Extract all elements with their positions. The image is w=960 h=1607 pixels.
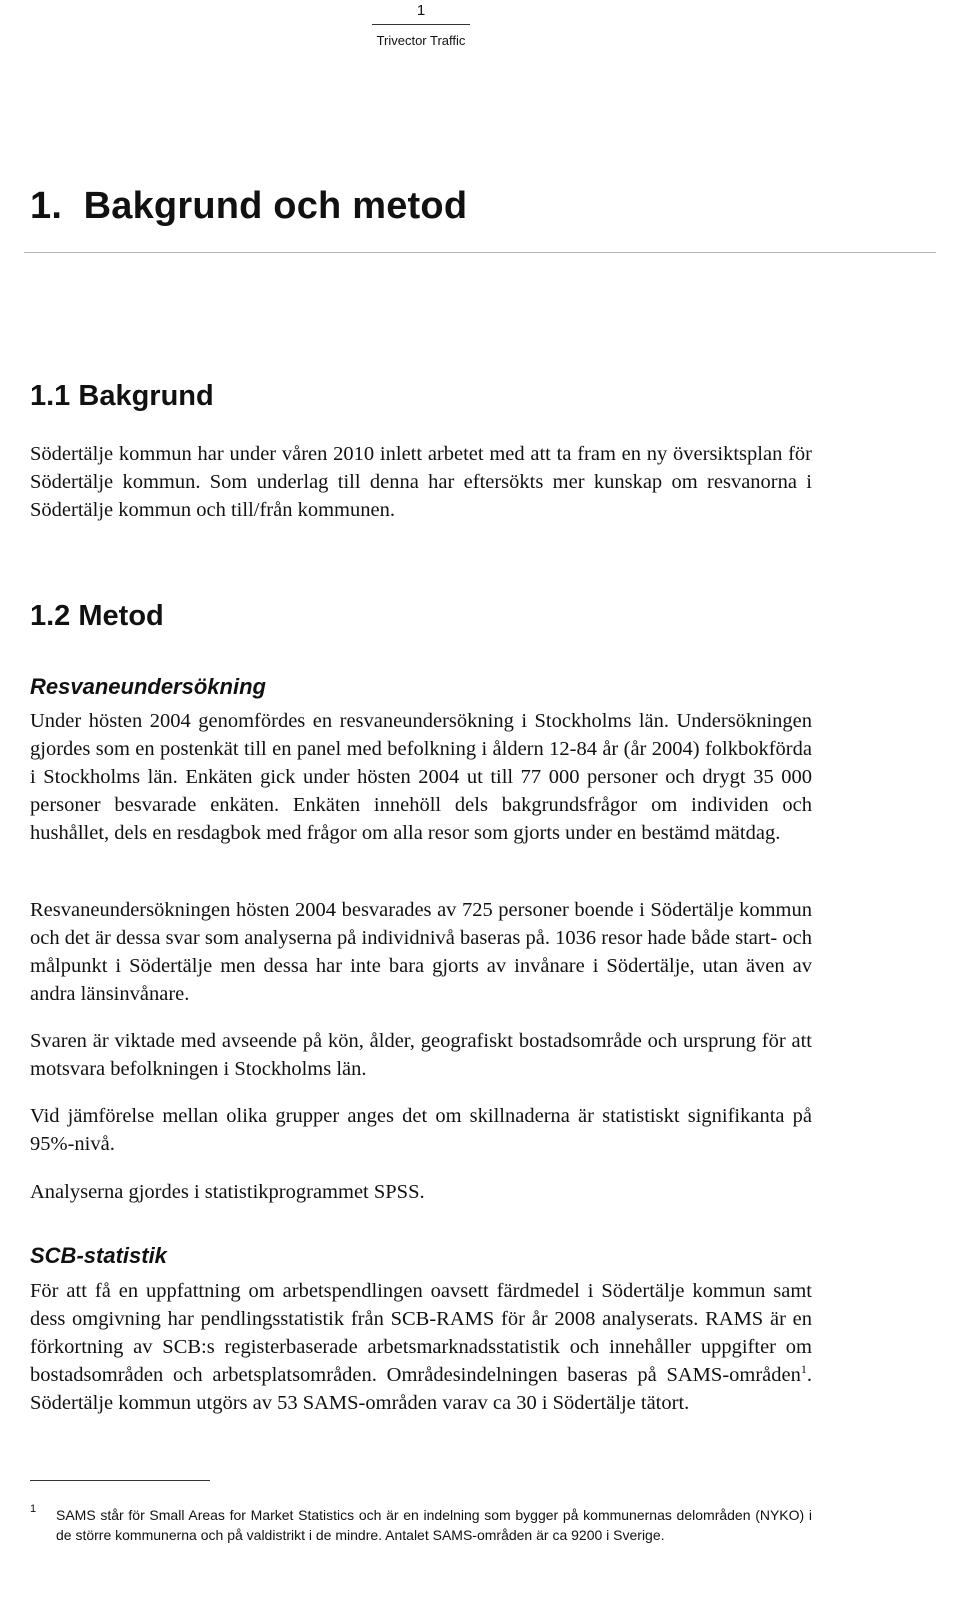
section-title-metod: 1.2 Metod: [30, 600, 164, 632]
company-name: Trivector Traffic: [376, 33, 466, 48]
paragraph-metod-1: Under hösten 2004 genomfördes en resvaneundersökning i Stockholms län. Undersökningen gjordes som en postenkät till en panel med befolkning i åldern 12-84 år (år 2004) folkbokförda i Stockholms län. Enkäten gick under hösten 2004 ut till 77 000 personer och drygt 35 000 personer besvarade enkäten. Enkäten innehöll dels bakgrundsfrågor om individen och hushållet, dels en resdagbok med frågor om alla resor som gjorts under en bestämd mätdag.: [30, 710, 812, 844]
footnote: [30, 1505, 812, 1545]
paragraph-scb-part1: För att få en uppfattning om arbetspendlingen oavsett färdmedel i Södertälje kommun samt dess omgivning har pendlingsstatistik från SCB-RAMS för år 2008 analyserats. RAMS är en förkortning av SCB:s registerbaserade arbetsmarknadsstatistik och innehåller uppgifter om bostadsområden och arbetsplatsområden. Områdesindelningen baseras på SAMS-områden: [30, 1280, 812, 1386]
paragraph-bakgrund: Södertälje kommun har under våren 2010 inlett arbetet med att ta fram en ny översiktsplan för Södertälje kommun. Som underlag till denna har eftersökts mer kunskap om resvanorna i Södertälje kommun och till/från kommunen.: [30, 443, 812, 521]
paragraph-scb: [30, 1277, 812, 1417]
footnote-divider: [30, 1480, 210, 1481]
footnote-mark: 1: [30, 1503, 37, 1515]
paragraph-scb-part2: . Södertälje kommun utgörs av 53 SAMS-områden varav ca 30 i Södertälje tätort.: [30, 1364, 812, 1414]
page-number: 1: [372, 2, 470, 25]
section-title-bakgrund: 1.1 Bakgrund: [30, 380, 214, 412]
footnote-reference[interactable]: 1: [800, 1362, 807, 1377]
subsection-title-resvaneundersokning: Resvaneundersökning: [30, 674, 266, 699]
paragraph-metod-4: Vid jämförelse mellan olika grupper anges det om skillnaderna är statistiskt signifikanta på 95%-nivå.: [30, 1105, 812, 1155]
chapter-divider: [24, 252, 936, 253]
paragraph-metod-2: Resvaneundersökningen hösten 2004 besvarades av 725 personer boende i Södertälje kommun och det är dessa svar som analyserna på individnivå baseras på. 1036 resor hade både start- och målpunkt i Södertälje men dessa har inte bara gjorts av invånare i Södertälje, utan även av andra länsinvånare.: [30, 899, 812, 1005]
page-header: [372, 2, 470, 48]
chapter-title: 1. Bakgrund och metod: [30, 185, 468, 227]
subsection-title-scb-statistik: SCB-statistik: [30, 1243, 167, 1268]
footnote-text: SAMS står för Small Areas for Market Statistics och är en indelning som bygger på kommunernas delområden (NYKO) i de större kommunerna och på valdistrikt i de mindre. Antalet SAMS-områden är ca 9200 i Sverige.: [56, 1507, 812, 1543]
paragraph-metod-5: Analyserna gjordes i statistikprogrammet SPSS.: [30, 1181, 425, 1203]
paragraph-metod-3: Svaren är viktade med avseende på kön, ålder, geografiskt bostadsområde och ursprung för att motsvara befolkningen i Stockholms län.: [30, 1030, 812, 1080]
